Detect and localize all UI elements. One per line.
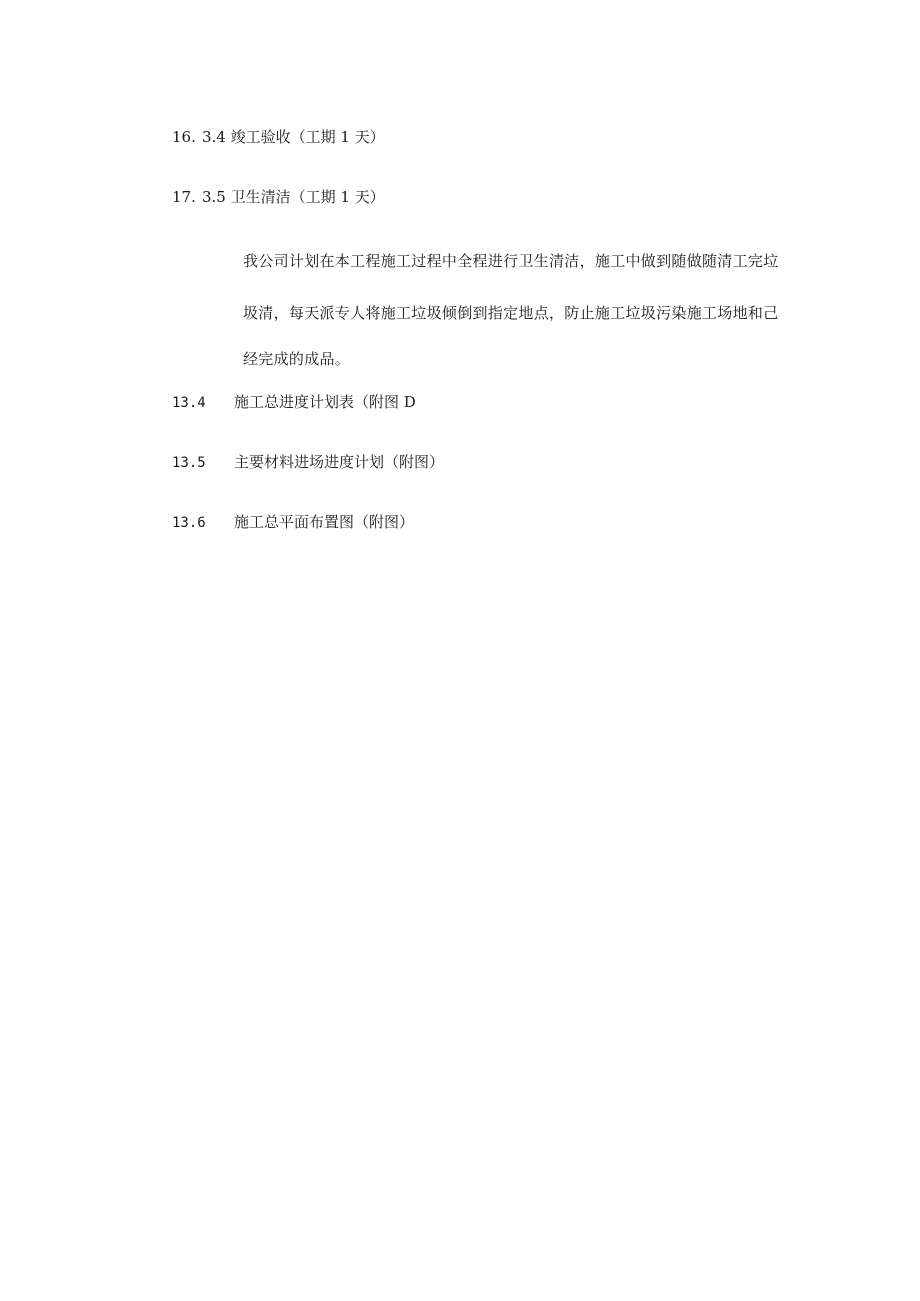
section-number: 13.4 — [172, 395, 206, 411]
section-13-5 — [172, 452, 444, 473]
section-13-6 — [172, 512, 414, 533]
section-13-4 — [172, 392, 416, 413]
section-title: 施工总平面布置图（附图） — [234, 513, 415, 531]
list-item-16 — [172, 127, 385, 147]
list-number: 16. — [172, 128, 196, 146]
paragraph-line: 经完成的成品。 — [243, 350, 351, 368]
paragraph-line: 我公司计划在本工程施工过程中全程进行卫生清洁，施工中做到随做随清工完垃 — [243, 252, 779, 270]
list-item-17 — [172, 187, 385, 207]
list-text: 3.4 竣工验收（工期 1 天） — [202, 128, 385, 146]
section-title: 施工总进度计划表（附图 D — [234, 393, 416, 411]
section-number: 13.5 — [172, 455, 206, 471]
section-title: 主要材料进场进度计划（附图） — [234, 453, 445, 471]
list-number: 17. — [172, 188, 196, 206]
cleaning-paragraph — [243, 235, 788, 385]
list-text: 3.5 卫生清洁（工期 1 天） — [202, 188, 385, 206]
paragraph-line: 圾清，每天派专人将施工垃圾倾倒到指定地点，防止施工垃圾污染施工场地和己 — [243, 304, 779, 322]
section-number: 13.6 — [172, 515, 206, 531]
